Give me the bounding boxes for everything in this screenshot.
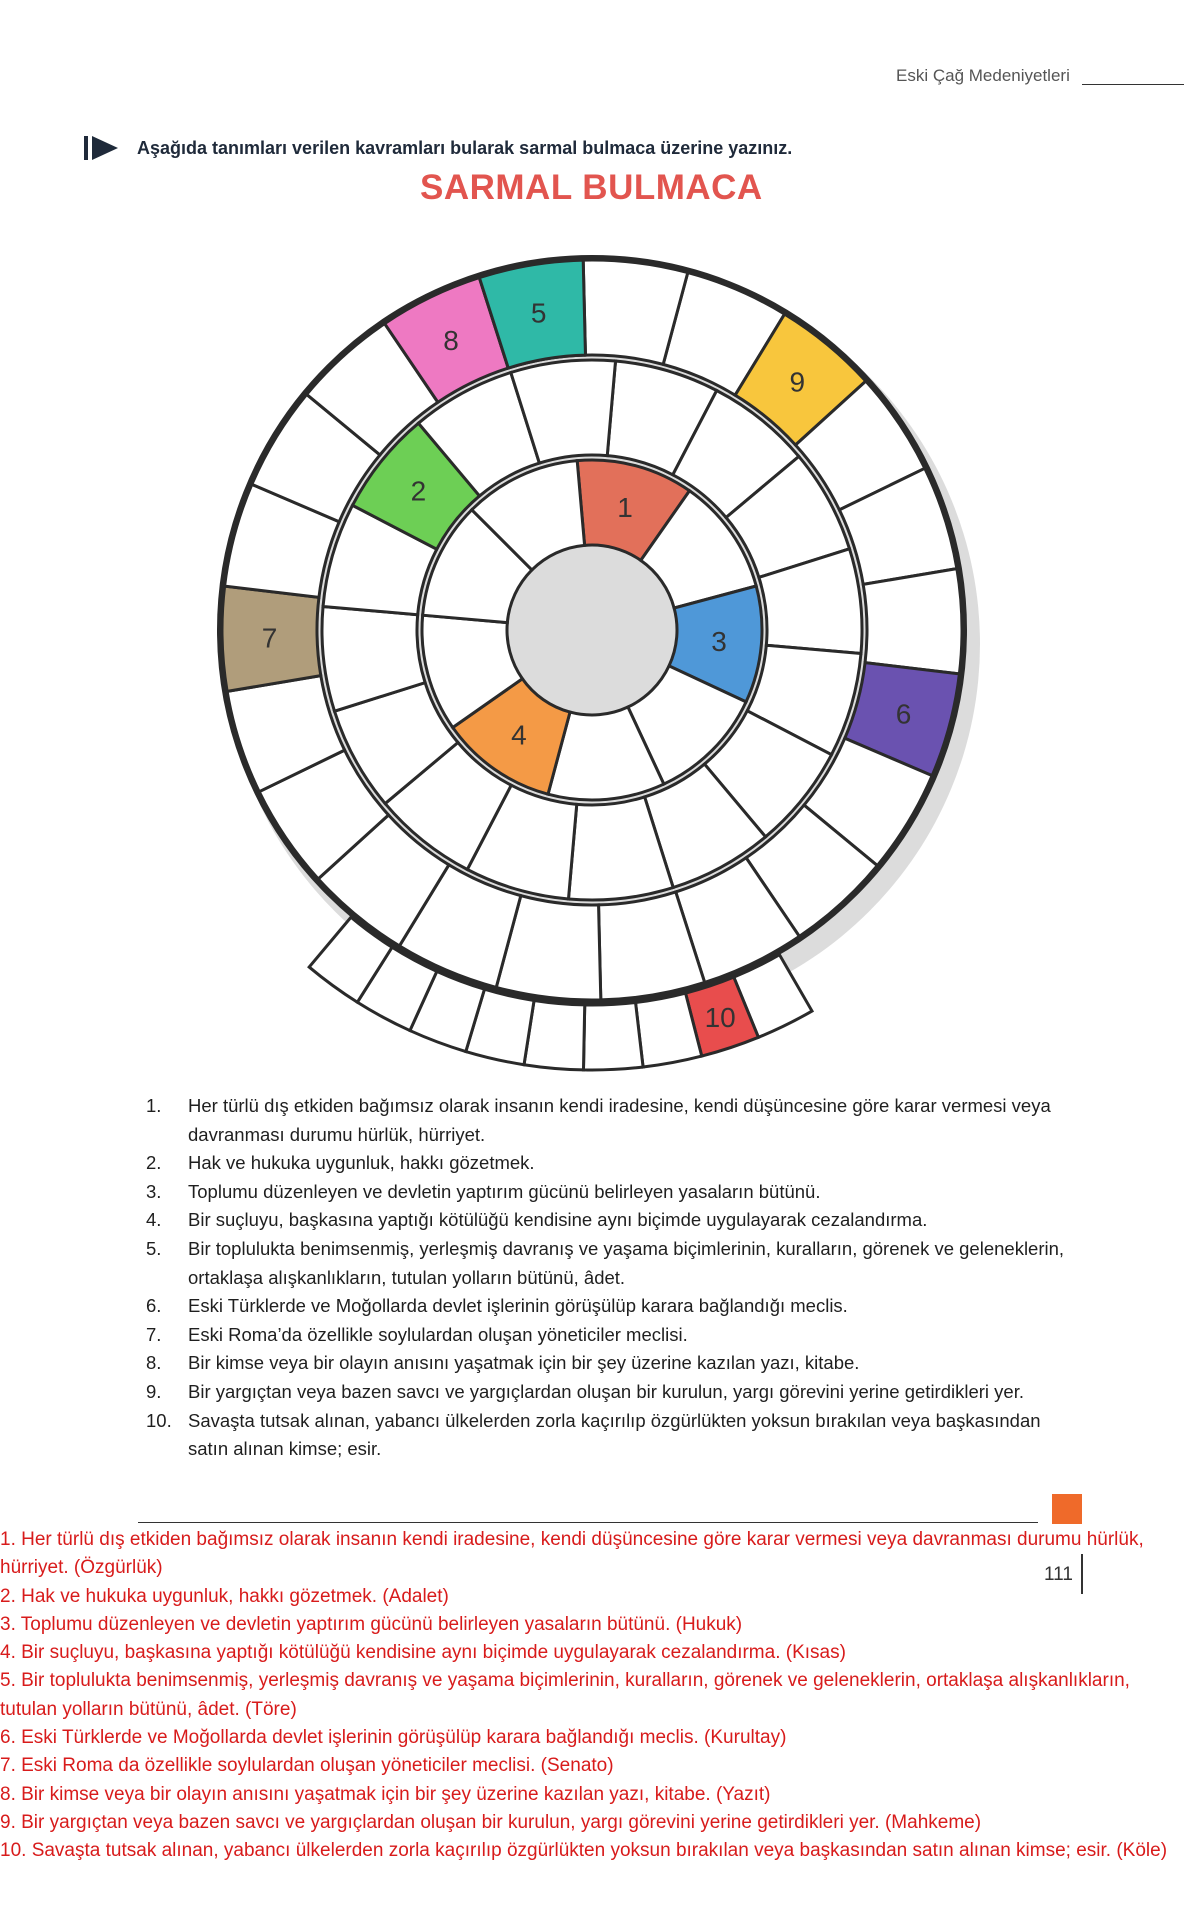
answer-line: 4. Bir suçluyu, başkasına yaptığı kötülüğü kendisine aynı biçimde uygulayarak cezalandırma. (Kısas) [0,1642,846,1664]
answer-line: 8. Bir kimse veya bir olayın anısını yaşatmak için bir şey üzerine kazılan yazı, kitabe. (Yazıt) [0,1783,771,1805]
spiral-cell[interactable] [863,569,962,674]
answer-line: 9. Bir yargıçtan veya bazen savcı ve yargıçlardan oluşan bir kurulun, yargı görevini yerine getirdikleri yer. (Mahkeme) [0,1811,982,1833]
answer-line: 1. Her türlü dış etkiden bağımsız olarak insanın kendi iradesine, kendi düşüncesine göre karar vermesi veya davranması durumu hürlük, hürriyet. (Özgürlük) [0,1529,1144,1579]
clue-number: 2. [146,1152,162,1174]
clue-number: 1. [146,1095,162,1116]
footer-rule [138,1522,1038,1523]
clue-text: Her türlü dış etkiden bağımsız olarak insanın kendi iradesine, kendi düşüncesine göre karar vermesi veya davranması durumu hürlük, hürriyet. [188,1095,1051,1145]
clue-list [146,1092,1066,1464]
clue-item [146,1378,1066,1407]
clue-number: 7. [146,1323,162,1345]
clue-text: Savaşta tutsak alınan, yabancı ülkelerden zorla kaçırılıp özgürlükten yoksun bırakılan veya başkasından satın alınan kimse; esir. [188,1409,1041,1460]
clue-number: 8. [146,1352,162,1374]
spiral-number-label: 2 [410,475,427,507]
clue-item [146,1321,1066,1350]
running-header-title: Eski Çağ Medeniyetleri [896,66,1070,85]
clue-text: Bir yargıçtan veya bazen savcı ve yargıçlardan oluşan bir kurulun, yargı görevini yerine getirdikleri yer. [188,1380,1024,1402]
instruction-text: Aşağıda tanımları verilen kavramları bularak sarmal bulmaca üzerine yazınız. [137,138,793,158]
clue-text: Hak ve hukuka uygunluk, hakkı gözetmek. [188,1152,535,1174]
clue-text: Toplumu düzenleyen ve devletin yaptırım gücünü belirleyen yasaların bütünü. [188,1180,821,1202]
answer-line: 5. Bir toplulukta benimsenmiş, yerleşmiş davranış ve yaşama biçimlerinin, kuralların, görenek ve geleneklerin, ortaklaşa alışkanlıkların, tutulan yolların bütünü, âdet. (Töre) [0,1670,1130,1720]
spiral-number-label: 1 [617,491,633,523]
spiral-number-label: 5 [530,297,547,329]
clue-text: Eski Roma’da özellikle soylulardan oluşan yöneticiler meclisi. [188,1323,688,1345]
spiral-number-label: 3 [711,626,727,658]
clue-text: Bir toplulukta benimsenmiş, yerleşmiş davranış ve yaşama biçimlerinin, kuralların, görenek ve geleneklerin, ortaklaşa alışkanlıkların, tutulan yolların bütünü, âdet. [188,1237,1065,1288]
clue-item [146,1349,1066,1378]
footer-accent-square [1052,1494,1082,1524]
spiral-number-label: 10 [704,1001,736,1033]
clue-text: Eski Türklerde ve Moğollarda devlet işlerinin görüşülüp karara bağlandığı meclis. [188,1295,848,1317]
answer-line: 10. Savaşta tutsak alınan, yabancı ülkelerden zorla kaçırılıp özgürlükten yoksun bırakılan veya başkasından satın alınan kimse; esir. (Köle) [0,1840,1168,1862]
answer-key [0,1526,1184,1866]
clue-item [146,1292,1066,1321]
clue-number: 5. [146,1237,162,1259]
clue-item [146,1206,1066,1235]
clue-number: 6. [146,1295,162,1317]
page-number: 111 [1044,1564,1073,1585]
spiral-cell[interactable] [583,1002,643,1070]
clue-item [146,1092,1066,1149]
clue-text: Bir suçluyu, başkasına yaptığı kötülüğü kendisine aynı biçimde uygulayarak cezalandırma. [188,1209,928,1231]
clue-item [146,1407,1066,1464]
clue-item [146,1235,1066,1292]
clue-item [146,1149,1066,1178]
spiral-number-label: 8 [443,324,459,356]
clue-number: 9. [146,1380,162,1402]
spiral-number-label: 4 [511,719,527,751]
answer-line: 3. Toplumu düzenleyen ve devletin yaptırım gücünü belirleyen yasaların bütünü. (Hukuk) [0,1613,743,1635]
puzzle-title: SARMAL BULMACA [420,168,763,207]
clue-number: 10. [146,1409,172,1431]
clue-number: 4. [146,1209,162,1231]
clue-item [146,1178,1066,1207]
spiral-number-label: 9 [789,366,806,398]
clue-number: 3. [146,1180,162,1202]
spiral-number-label: 6 [895,698,912,730]
answer-line: 2. Hak ve hukuka uygunluk, hakkı gözetmek. (Adalet) [0,1585,449,1607]
clue-text: Bir kimse veya bir olayın anısını yaşatmak için bir şey üzerine kazılan yazı, kitabe. [188,1352,860,1374]
answer-line: 6. Eski Türklerde ve Moğollarda devlet işlerinin görüşülüp karara bağlandığı meclis. (Kurultay) [0,1727,787,1749]
answer-line: 7. Eski Roma da özellikle soylulardan oluşan yöneticiler meclisi. (Senato) [0,1755,614,1777]
spiral-number-label: 7 [261,622,278,654]
